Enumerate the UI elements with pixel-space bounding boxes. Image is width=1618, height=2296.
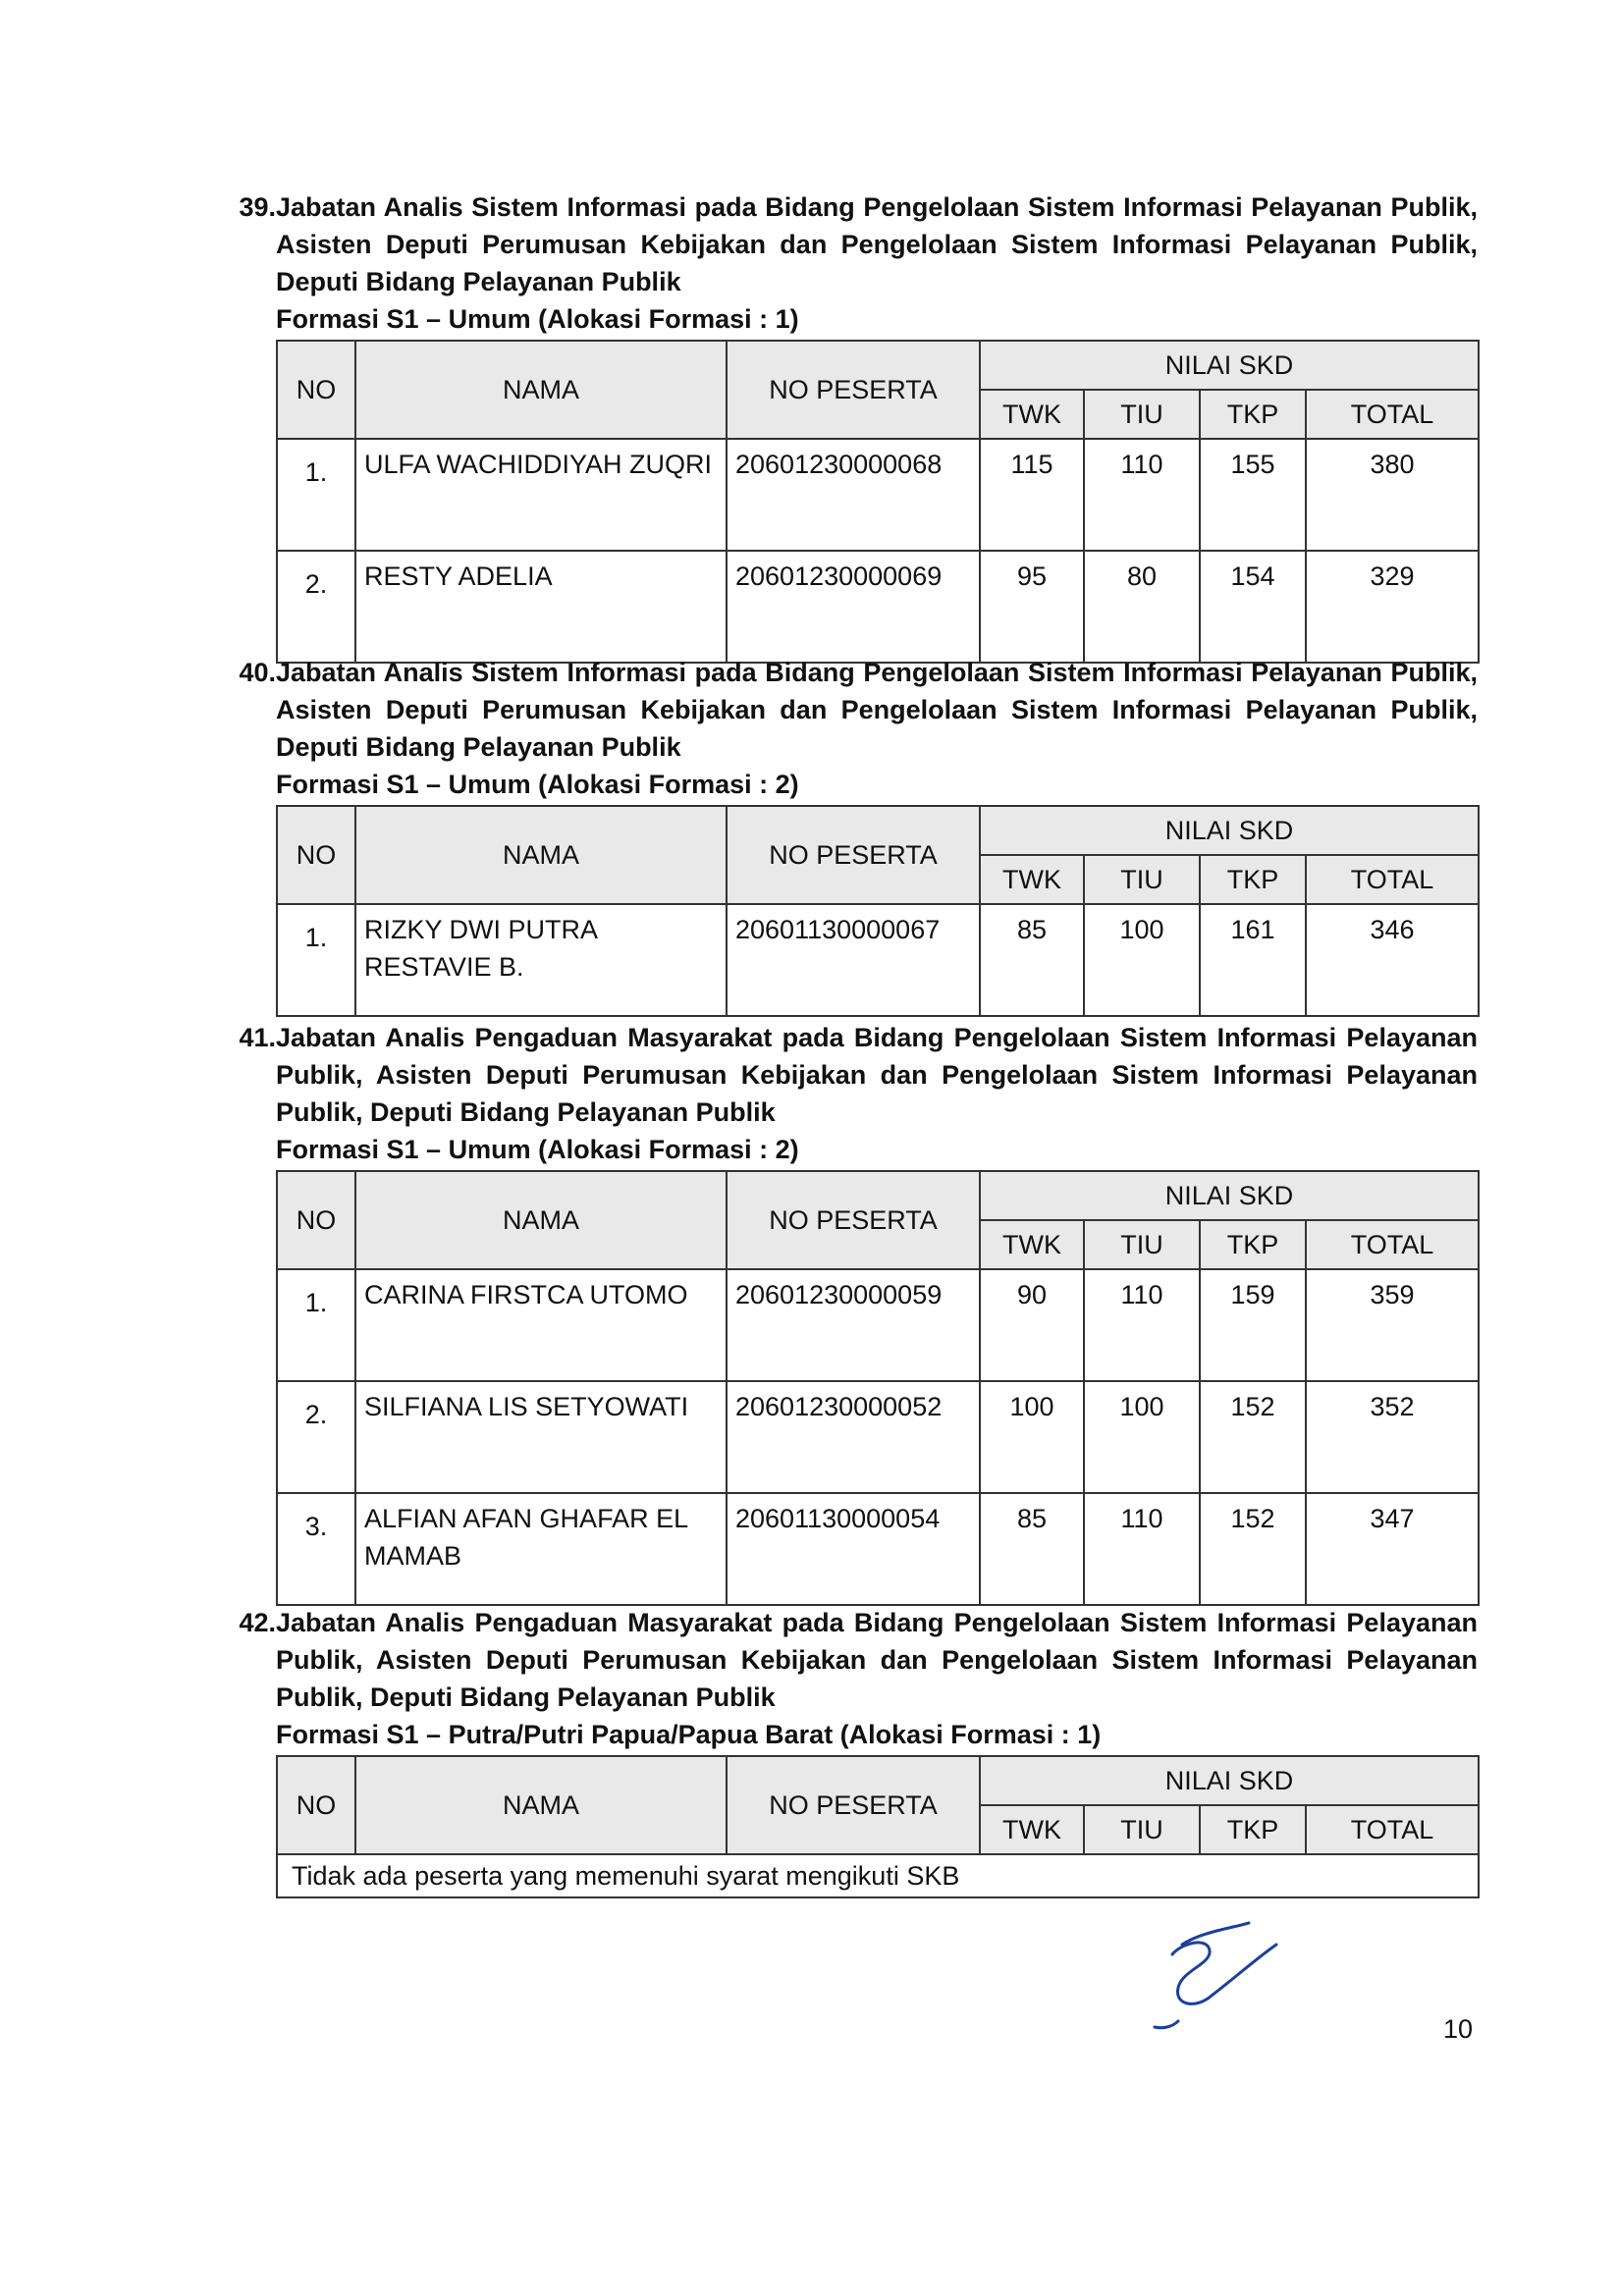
cell-total: 329: [1306, 551, 1479, 663]
cell-peserta: 20601230000068: [727, 439, 980, 551]
header-twk: TWK: [980, 390, 1084, 439]
header-no-peserta: NO PESERTA: [727, 1171, 980, 1269]
table-row: [277, 1493, 1479, 1605]
cell-peserta: 20601230000052: [727, 1381, 980, 1493]
header-total: TOTAL: [1306, 855, 1479, 904]
table-row: [277, 1854, 1479, 1897]
cell-peserta: 20601130000054: [727, 1493, 980, 1605]
cell-peserta: 20601230000069: [727, 551, 980, 663]
cell-total: 346: [1306, 904, 1479, 1016]
cell-tiu: 110: [1084, 1493, 1200, 1605]
header-no: NO: [277, 1171, 355, 1269]
header-nama: NAMA: [355, 1171, 727, 1269]
page-number: 10: [1443, 2014, 1474, 2044]
table-row: [277, 904, 1479, 1016]
cell-no: 2.: [277, 1381, 355, 1493]
cell-no: 1.: [277, 1269, 355, 1381]
cell-tkp: 154: [1200, 551, 1306, 663]
header-nilai-skd: NILAI SKD: [980, 341, 1479, 390]
header-total: TOTAL: [1306, 390, 1479, 439]
header-tkp: TKP: [1200, 1220, 1306, 1269]
section-number: 41.: [239, 1023, 276, 1052]
header-no: NO: [277, 1756, 355, 1854]
cell-total: 359: [1306, 1269, 1479, 1381]
cell-tkp: 152: [1200, 1493, 1306, 1605]
section-heading: Jabatan Analis Pengaduan Masyarakat pada Bidang Pengelolaan Sistem Informasi Pelayanan Publik, Asisten Deputi Perumusan Kebijakan dan Pengelolaan Sistem Informasi Pelayanan Publik, Deputi Bidang Pelayanan Publik: [276, 1608, 1478, 1712]
cell-nama: RIZKY DWI PUTRA RESTAVIE B.: [355, 904, 727, 1016]
cell-no: 1.: [277, 904, 355, 1016]
cell-nama: ALFIAN AFAN GHAFAR EL MAMAB: [355, 1493, 727, 1605]
header-nama: NAMA: [355, 806, 727, 904]
score-table: [276, 1755, 1480, 1898]
header-tkp: TKP: [1200, 390, 1306, 439]
formasi-label: Formasi S1 – Umum (Alokasi Formasi : 1): [276, 304, 799, 334]
header-total: TOTAL: [1306, 1805, 1479, 1854]
cell-twk: 85: [980, 1493, 1084, 1605]
cell-tiu: 100: [1084, 1381, 1200, 1493]
header-no: NO: [277, 341, 355, 439]
cell-tiu: 100: [1084, 904, 1200, 1016]
empty-note: Tidak ada peserta yang memenuhi syarat mengikuti SKB: [277, 1854, 1479, 1897]
score-table: [276, 805, 1480, 1017]
cell-no: 3.: [277, 1493, 355, 1605]
section-number: 42.: [239, 1608, 276, 1637]
cell-twk: 90: [980, 1269, 1084, 1381]
cell-nama: SILFIANA LIS SETYOWATI: [355, 1381, 727, 1493]
header-tkp: TKP: [1200, 1805, 1306, 1854]
header-tiu: TIU: [1084, 855, 1200, 904]
header-tkp: TKP: [1200, 855, 1306, 904]
cell-tkp: 161: [1200, 904, 1306, 1016]
header-no: NO: [277, 806, 355, 904]
cell-total: 347: [1306, 1493, 1479, 1605]
formasi-label: Formasi S1 – Putra/Putri Papua/Papua Barat (Alokasi Formasi : 1): [276, 1720, 1102, 1749]
section-heading: Jabatan Analis Pengaduan Masyarakat pada Bidang Pengelolaan Sistem Informasi Pelayanan Publik, Asisten Deputi Perumusan Kebijakan dan Pengelolaan Sistem Informasi Pelayanan Publik, Deputi Bidang Pelayanan Publik: [276, 1023, 1478, 1127]
formasi-label: Formasi S1 – Umum (Alokasi Formasi : 2): [276, 770, 799, 799]
table-row: [277, 1381, 1479, 1493]
header-twk: TWK: [980, 1805, 1084, 1854]
cell-no: 1.: [277, 439, 355, 551]
header-twk: TWK: [980, 855, 1084, 904]
section-heading: Jabatan Analis Sistem Informasi pada Bidang Pengelolaan Sistem Informasi Pelayanan Publik, Asisten Deputi Perumusan Kebijakan dan Pengelolaan Sistem Informasi Pelayanan Publik, Deputi Bidang Pelayanan Publik: [276, 192, 1478, 296]
cell-twk: 115: [980, 439, 1084, 551]
cell-nama: RESTY ADELIA: [355, 551, 727, 663]
header-nilai-skd: NILAI SKD: [980, 1171, 1479, 1220]
table-row: [277, 551, 1479, 663]
header-nama: NAMA: [355, 341, 727, 439]
signature-icon: [1139, 1919, 1296, 2037]
section-number: 40.: [239, 658, 276, 687]
cell-tkp: 152: [1200, 1381, 1306, 1493]
table-row: [277, 439, 1479, 551]
cell-tiu: 110: [1084, 1269, 1200, 1381]
cell-total: 380: [1306, 439, 1479, 551]
table-row: [277, 1269, 1479, 1381]
cell-tkp: 155: [1200, 439, 1306, 551]
cell-peserta: 20601230000059: [727, 1269, 980, 1381]
header-no-peserta: NO PESERTA: [727, 1756, 980, 1854]
section-number: 39.: [239, 192, 276, 222]
cell-twk: 85: [980, 904, 1084, 1016]
cell-tkp: 159: [1200, 1269, 1306, 1381]
header-no-peserta: NO PESERTA: [727, 806, 980, 904]
section-heading: Jabatan Analis Sistem Informasi pada Bidang Pengelolaan Sistem Informasi Pelayanan Publik, Asisten Deputi Perumusan Kebijakan dan Pengelolaan Sistem Informasi Pelayanan Publik, Deputi Bidang Pelayanan Publik: [276, 658, 1478, 762]
header-nama: NAMA: [355, 1756, 727, 1854]
score-table: [276, 340, 1480, 664]
header-nilai-skd: NILAI SKD: [980, 806, 1479, 855]
cell-twk: 100: [980, 1381, 1084, 1493]
header-nilai-skd: NILAI SKD: [980, 1756, 1479, 1805]
cell-no: 2.: [277, 551, 355, 663]
header-tiu: TIU: [1084, 1220, 1200, 1269]
header-tiu: TIU: [1084, 390, 1200, 439]
cell-tiu: 80: [1084, 551, 1200, 663]
cell-total: 352: [1306, 1381, 1479, 1493]
score-table: [276, 1170, 1480, 1606]
header-twk: TWK: [980, 1220, 1084, 1269]
cell-nama: CARINA FIRSTCA UTOMO: [355, 1269, 727, 1381]
cell-nama: ULFA WACHIDDIYAH ZUQRI: [355, 439, 727, 551]
cell-twk: 95: [980, 551, 1084, 663]
header-no-peserta: NO PESERTA: [727, 341, 980, 439]
cell-peserta: 20601130000067: [727, 904, 980, 1016]
header-total: TOTAL: [1306, 1220, 1479, 1269]
header-tiu: TIU: [1084, 1805, 1200, 1854]
formasi-label: Formasi S1 – Umum (Alokasi Formasi : 2): [276, 1135, 799, 1164]
cell-tiu: 110: [1084, 439, 1200, 551]
